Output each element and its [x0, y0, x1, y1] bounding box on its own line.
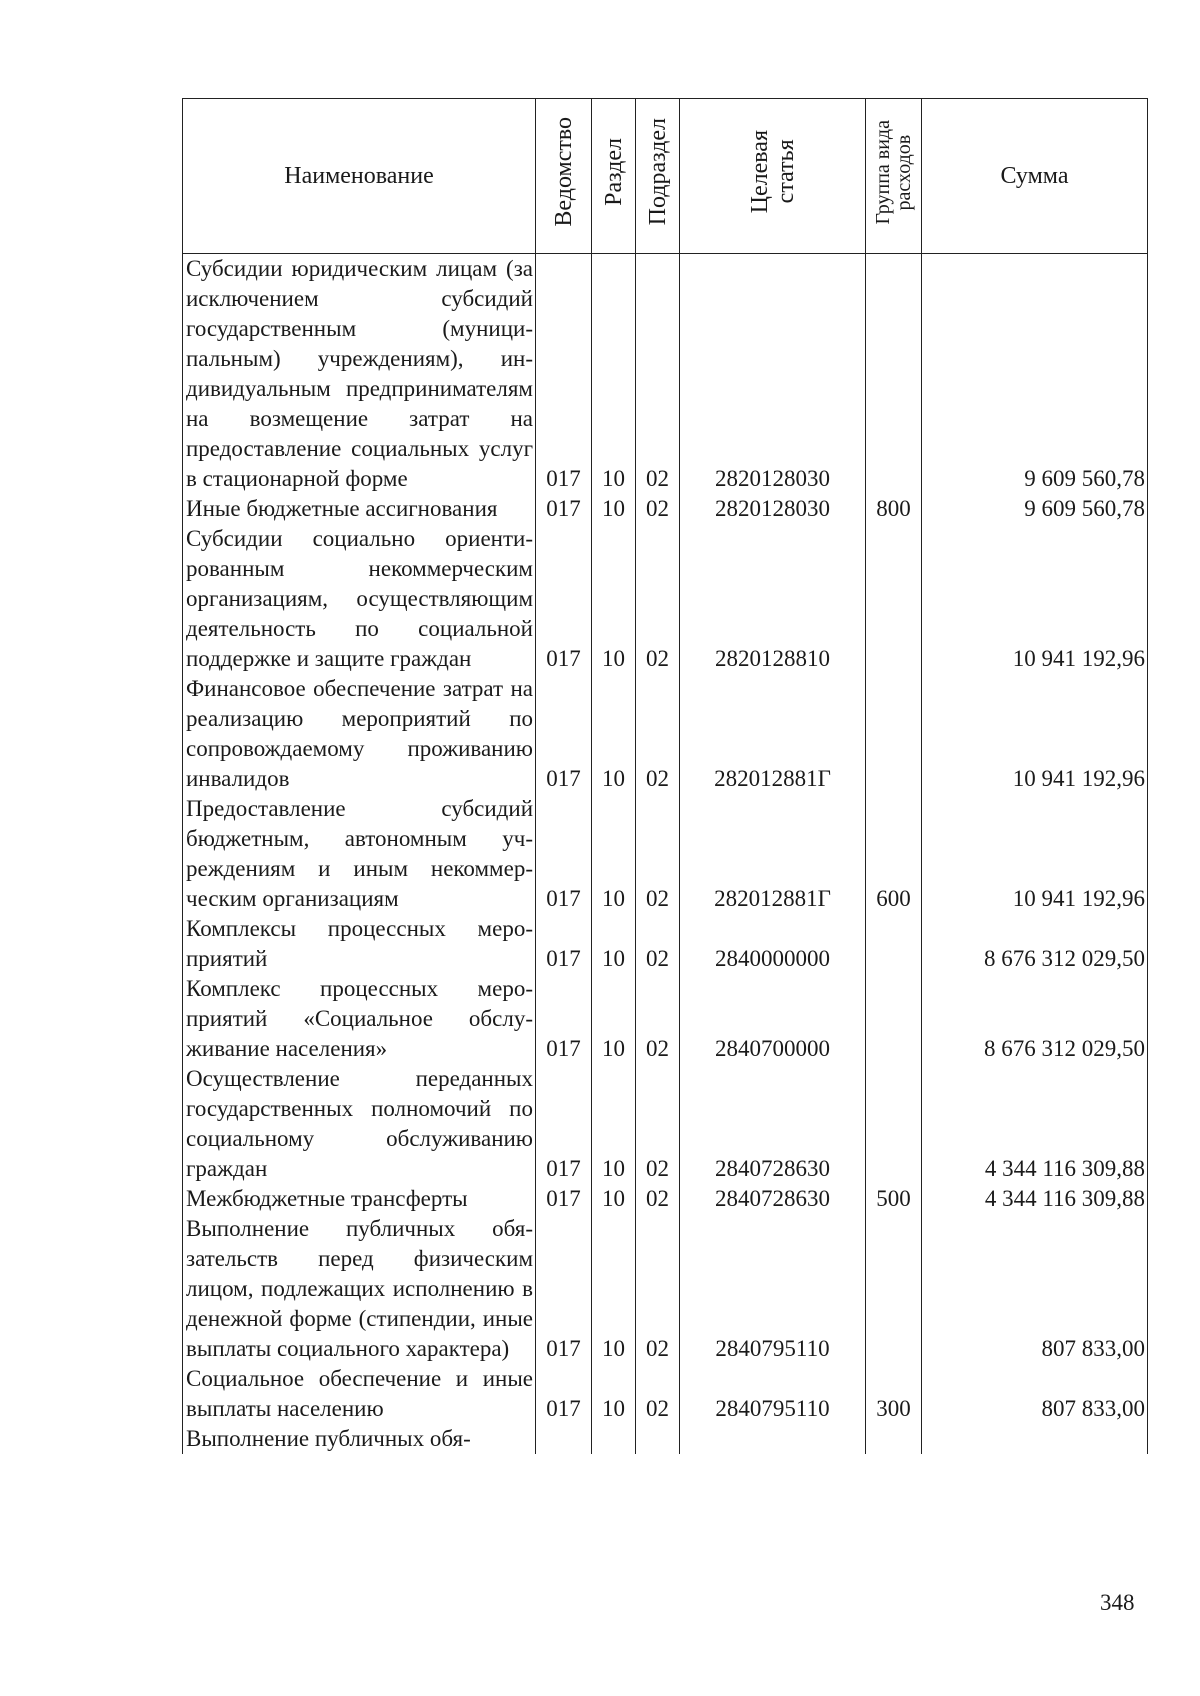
row-vedomstvo: 017	[536, 974, 592, 1064]
row-podrazdel: 02	[636, 1064, 680, 1184]
header-vedomstvo: Ведомство	[536, 99, 592, 254]
row-celevaya: 282012881Г	[680, 674, 866, 794]
row-vedomstvo: 017	[536, 794, 592, 914]
row-vedomstvo: 017	[536, 1364, 592, 1424]
table-row	[183, 794, 1148, 914]
row-name: Субсидии юридическим лицам (за исключением субсидий государственным (муниципальным) учреждениям), индивидуальным предпринимателям на возмещение затрат на предоставление социальных услуг в стационарной форме	[183, 254, 536, 495]
row-podrazdel: 02	[636, 974, 680, 1064]
row-name: Иные бюджетные ассигнования	[183, 494, 536, 524]
row-name: Осуществление переданных государственных полномочий по социальному обслуживанию граждан	[183, 1064, 536, 1184]
row-vedomstvo: 017	[536, 1184, 592, 1214]
row-gruppa	[866, 674, 922, 794]
table-row	[183, 524, 1148, 674]
row-celevaya: 2840728630	[680, 1184, 866, 1214]
row-vedomstvo: 017	[536, 254, 592, 495]
row-gruppa	[866, 1214, 922, 1364]
page-number: 348	[1100, 1590, 1135, 1615]
row-razdel: 10	[592, 794, 636, 914]
row-summa	[922, 1424, 1148, 1454]
row-vedomstvo: 017	[536, 524, 592, 674]
row-gruppa: 600	[866, 794, 922, 914]
row-name: Комплекс процессных мероприятий «Социальное обслуживание населения»	[183, 974, 536, 1064]
row-vedomstvo: 017	[536, 494, 592, 524]
row-summa: 10 941 192,96	[922, 794, 1148, 914]
row-celevaya: 2840700000	[680, 974, 866, 1064]
row-summa: 9 609 560,78	[922, 254, 1148, 495]
row-celevaya	[680, 1424, 866, 1454]
header-celevaya: Целевая статья	[680, 99, 866, 254]
row-gruppa	[866, 1424, 922, 1454]
row-podrazdel: 02	[636, 674, 680, 794]
row-podrazdel: 02	[636, 914, 680, 974]
table-row	[183, 914, 1148, 974]
row-name: Межбюджетные трансферты	[183, 1184, 536, 1214]
row-gruppa: 500	[866, 1184, 922, 1214]
row-name: Субсидии социально ориентированным некоммерческим организациям, осуществляющим деятельность по социальной поддержке и защите граждан	[183, 524, 536, 674]
row-razdel: 10	[592, 1184, 636, 1214]
header-podrazdel: Подраздел	[636, 99, 680, 254]
table-row	[183, 974, 1148, 1064]
row-summa: 9 609 560,78	[922, 494, 1148, 524]
table-row	[183, 1064, 1148, 1184]
row-gruppa	[866, 1064, 922, 1184]
row-summa: 4 344 116 309,88	[922, 1064, 1148, 1184]
row-summa: 8 676 312 029,50	[922, 914, 1148, 974]
row-razdel: 10	[592, 1364, 636, 1424]
header-gruppa: Группа вида расходов	[866, 99, 922, 254]
row-name: Финансовое обеспечение затрат на реализацию мероприятий по сопровождаемому проживанию инвалидов	[183, 674, 536, 794]
row-celevaya: 2840795110	[680, 1364, 866, 1424]
row-vedomstvo: 017	[536, 1214, 592, 1364]
header-razdel: Раздел	[592, 99, 636, 254]
table-row	[183, 1184, 1148, 1214]
row-razdel: 10	[592, 494, 636, 524]
row-podrazdel: 02	[636, 1184, 680, 1214]
table-row	[183, 674, 1148, 794]
row-gruppa: 800	[866, 494, 922, 524]
row-razdel: 10	[592, 1214, 636, 1364]
budget-table	[182, 98, 1148, 1454]
row-podrazdel: 02	[636, 1364, 680, 1424]
row-razdel: 10	[592, 974, 636, 1064]
row-name: Социальное обеспечение и иные выплаты населению	[183, 1364, 536, 1424]
row-name: Предоставление субсидий бюджетным, автономным учреждениям и иным некоммерческим организациям	[183, 794, 536, 914]
row-vedomstvo: 017	[536, 914, 592, 974]
row-podrazdel: 02	[636, 1214, 680, 1364]
row-podrazdel: 02	[636, 524, 680, 674]
row-razdel: 10	[592, 674, 636, 794]
row-razdel: 10	[592, 254, 636, 495]
row-podrazdel	[636, 1424, 680, 1454]
row-summa: 10 941 192,96	[922, 524, 1148, 674]
row-gruppa	[866, 974, 922, 1064]
row-podrazdel: 02	[636, 254, 680, 495]
row-summa: 4 344 116 309,88	[922, 1184, 1148, 1214]
row-summa: 8 676 312 029,50	[922, 974, 1148, 1064]
row-podrazdel: 02	[636, 494, 680, 524]
table-row	[183, 494, 1148, 524]
row-name: Выполнение публичных обя-	[183, 1424, 536, 1454]
row-celevaya: 2820128030	[680, 494, 866, 524]
row-summa: 10 941 192,96	[922, 674, 1148, 794]
row-vedomstvo: 017	[536, 1064, 592, 1184]
row-name: Комплексы процессных мероприятий	[183, 914, 536, 974]
table-row	[183, 1364, 1148, 1424]
row-gruppa	[866, 914, 922, 974]
table-header-row	[183, 99, 1148, 254]
row-celevaya: 2840000000	[680, 914, 866, 974]
row-gruppa	[866, 254, 922, 495]
row-gruppa: 300	[866, 1364, 922, 1424]
row-summa: 807 833,00	[922, 1214, 1148, 1364]
header-name: Наименование	[183, 99, 536, 254]
row-celevaya: 2820128810	[680, 524, 866, 674]
row-celevaya: 282012881Г	[680, 794, 866, 914]
row-celevaya: 2840795110	[680, 1214, 866, 1364]
row-razdel	[592, 1424, 636, 1454]
row-razdel: 10	[592, 1064, 636, 1184]
row-razdel: 10	[592, 914, 636, 974]
row-vedomstvo	[536, 1424, 592, 1454]
row-celevaya: 2840728630	[680, 1064, 866, 1184]
row-razdel: 10	[592, 524, 636, 674]
table-row	[183, 1424, 1148, 1454]
row-gruppa	[866, 524, 922, 674]
row-vedomstvo: 017	[536, 674, 592, 794]
table-body	[183, 254, 1148, 1455]
row-celevaya: 2820128030	[680, 254, 866, 495]
row-name: Выполнение публичных обязательств перед физическим лицом, подлежащих исполнению в денежной форме (стипендии, иные выплаты социального характера)	[183, 1214, 536, 1364]
table-row	[183, 1214, 1148, 1364]
row-summa: 807 833,00	[922, 1364, 1148, 1424]
row-podrazdel: 02	[636, 794, 680, 914]
header-summa: Сумма	[922, 99, 1148, 254]
table-row	[183, 254, 1148, 495]
